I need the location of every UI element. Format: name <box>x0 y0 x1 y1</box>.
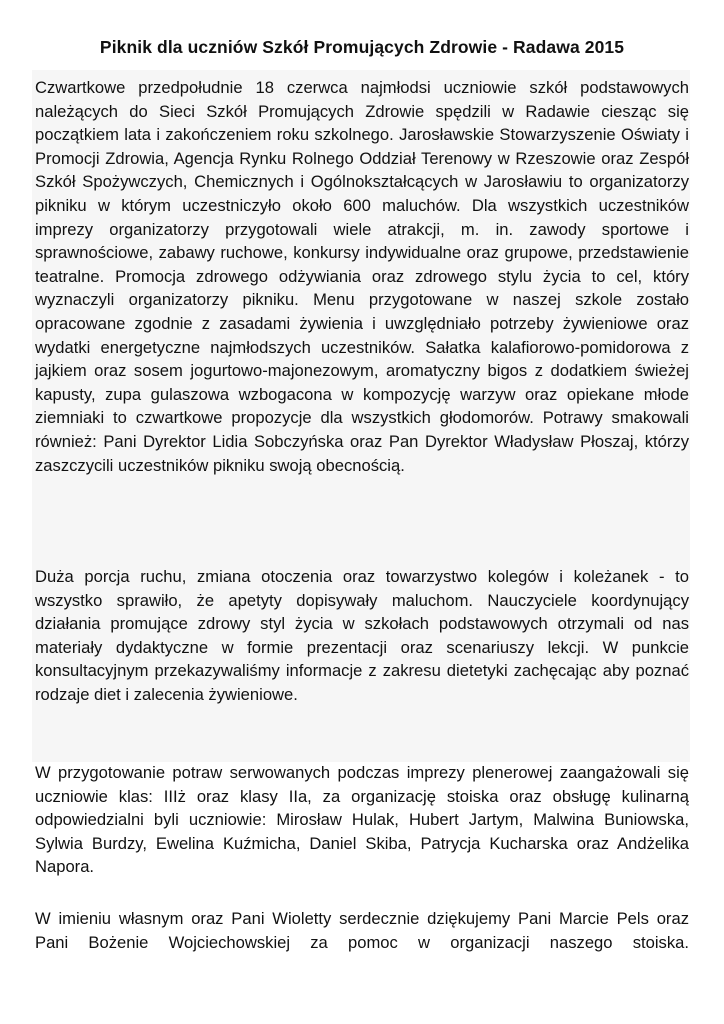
paragraph-activities: Duża porcja ruchu, zmiana otoczenia oraz towarzystwo kolegów i koleżanek - to wszystko sprawiło, że apetyty dopisywały maluchom. Nauczyciele koordynujący działania promujące zdrowy styl życia w szkołach podstawowych otrzymali od nas materiały dydaktyczne w formie prezentacji oraz scenariuszy lekcji. W punkcie konsultacyjnym przekazywaliśmy informacje z zakresu dietetyki zachęcając aby poznać rodzaje diet i zalecenia żywieniowe. <box>35 567 689 704</box>
paragraph-intro: Czwartkowe przedpołudnie 18 czerwca najmłodsi uczniowie szkół podstawowych należących do Sieci Szkół Promujących Zdrowie spędzili w Radawie ciesząc się początkiem lata i zakończeniem roku szkolnego. Jarosławskie Stowarzyszenie Oświaty i Promocji Zdrowia, Agencja Rynku Rolnego Oddział Terenowy w Rzeszowie oraz Zespół Szkół Spożywczych, Chemicznych i Ogólnokształcących w Jarosławiu to organizatorzy pikniku w którym uczestniczyło około 600 maluchów. Dla wszystkich uczestników imprezy organizatorzy przygotowali wiele atrakcji, m. in. zawody sportowe i sprawnościowe, zabawy ruchowe, konkursy indywidualne oraz grupowe, przedstawienie teatralne. Promocja zdrowego odżywiania oraz zdrowego stylu życia to cel, który wyznaczyli organizatorzy pikniku. Menu przygotowane w naszej szkole zostało opracowane zgodnie z zasadami żywienia i uwzględniało potrzeby żywieniowe oraz wydatki energetyczne najmłodszych uczestników. Sałatka kalafiorowo-pomidorowa z jajkiem oraz sosem jogurtowo-majonezowym, aromatyczny bigos z dodatkiem świeżej kapusty, zupa gulaszowa wzbogacona w kompozycję warzyw oraz opiekane młode ziemniaki to czwartkowe propozycje dla wszystkich głodomorów. Potrawy smakowali również: Pani Dyrektor Lidia Sobczyńska oraz Pan Dyrektor Władysław Płoszaj, którzy zaszczycili uczestników pikniku swoją obecnością. <box>35 78 689 475</box>
paragraph-thanks: W imieniu własnym oraz Pani Wioletty serdecznie dziękujemy Pani Marcie Pels oraz Pani Bożenie Wojciechowskiej za pomoc w organizacji naszego stoiska. <box>35 909 689 952</box>
page-title: Piknik dla uczniów Szkół Promujących Zdrowie - Radawa 2015 <box>99 37 625 57</box>
paragraph-participants: W przygotowanie potraw serwowanych podczas imprezy plenerowej zaangażowali się uczniowie klas: IIIż oraz klasy IIa, za organizację stoiska oraz obsługę kulinarną odpowiedzialni byli uczniowie: Mirosław Hulak, Hubert Jartym, Malwina Buniowska, Sylwia Burdzy, Ewelina Kuźmicha, Daniel Skiba, Patrycja Kucharska oraz Andżelika Napora. <box>35 763 689 877</box>
